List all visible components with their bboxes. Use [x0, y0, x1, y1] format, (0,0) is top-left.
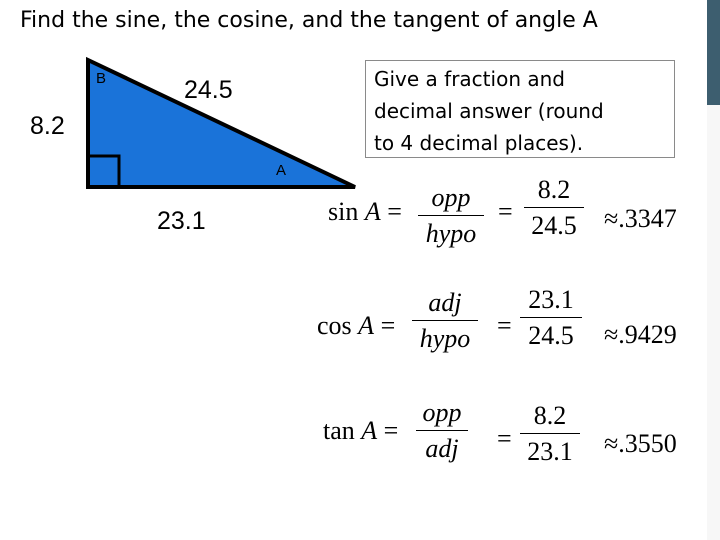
- note-line: decimal answer (round: [374, 99, 604, 123]
- equals-sign: =: [380, 311, 396, 340]
- tan-lhs: [323, 416, 398, 446]
- side-label-left: 8.2: [30, 112, 65, 140]
- fraction-numerator: 23.1: [520, 285, 582, 318]
- note-line: Give a fraction and: [374, 67, 565, 91]
- fraction-denominator: 24.5: [531, 211, 577, 240]
- tan-equals: =: [497, 424, 512, 453]
- approx-symbol: ≈: [604, 429, 619, 458]
- approx-value: .9429: [618, 320, 677, 349]
- vertex-label-b: B: [96, 70, 107, 87]
- approx-symbol: ≈: [604, 320, 619, 349]
- sin-equals: =: [498, 197, 513, 226]
- equals-sign: =: [383, 416, 399, 445]
- func-name: sin: [328, 197, 359, 226]
- vertex-label-a: A: [276, 162, 287, 179]
- equals-sign: =: [387, 197, 402, 226]
- sin-ratio-fraction: [418, 183, 484, 249]
- angle-var: A: [361, 416, 378, 445]
- tan-value-fraction: [520, 401, 580, 467]
- tan-ratio-fraction: [416, 398, 468, 464]
- fraction-denominator: hypo: [425, 219, 477, 248]
- sin-approx: [604, 204, 677, 234]
- page-title: Find the sine, the cosine, and the tangent of angle A: [20, 8, 598, 33]
- cos-lhs: [317, 311, 395, 341]
- note-line: to 4 decimal places).: [374, 131, 584, 155]
- fraction-denominator: 24.5: [528, 321, 574, 350]
- approx-symbol: ≈: [604, 204, 619, 233]
- func-name: tan: [323, 416, 355, 445]
- func-name: cos: [317, 311, 352, 340]
- fraction-denominator: hypo: [419, 324, 471, 353]
- fraction-denominator: adj: [425, 434, 459, 463]
- right-triangle: [0, 0, 360, 200]
- angle-var: A: [358, 311, 375, 340]
- sin-value-fraction: [524, 175, 584, 241]
- tan-approx: [604, 429, 677, 459]
- fraction-numerator: 8.2: [520, 401, 580, 434]
- cos-approx: [604, 320, 677, 350]
- cos-value-fraction: [520, 285, 582, 351]
- fraction-numerator: adj: [412, 288, 478, 321]
- cos-equals: =: [497, 311, 512, 340]
- approx-value: .3550: [618, 429, 677, 458]
- angle-var: A: [364, 197, 381, 226]
- fraction-numerator: opp: [418, 183, 484, 216]
- sin-lhs: [328, 197, 402, 227]
- approx-value: .3347: [618, 204, 677, 233]
- instruction-note: [365, 60, 675, 158]
- side-label-hypotenuse: 24.5: [184, 76, 233, 104]
- cos-ratio-fraction: [412, 288, 478, 354]
- fraction-denominator: 23.1: [527, 437, 573, 466]
- side-label-bottom: 23.1: [157, 207, 206, 235]
- side-bar-accent: [707, 0, 720, 105]
- fraction-numerator: opp: [416, 398, 468, 431]
- fraction-numerator: 8.2: [524, 175, 584, 208]
